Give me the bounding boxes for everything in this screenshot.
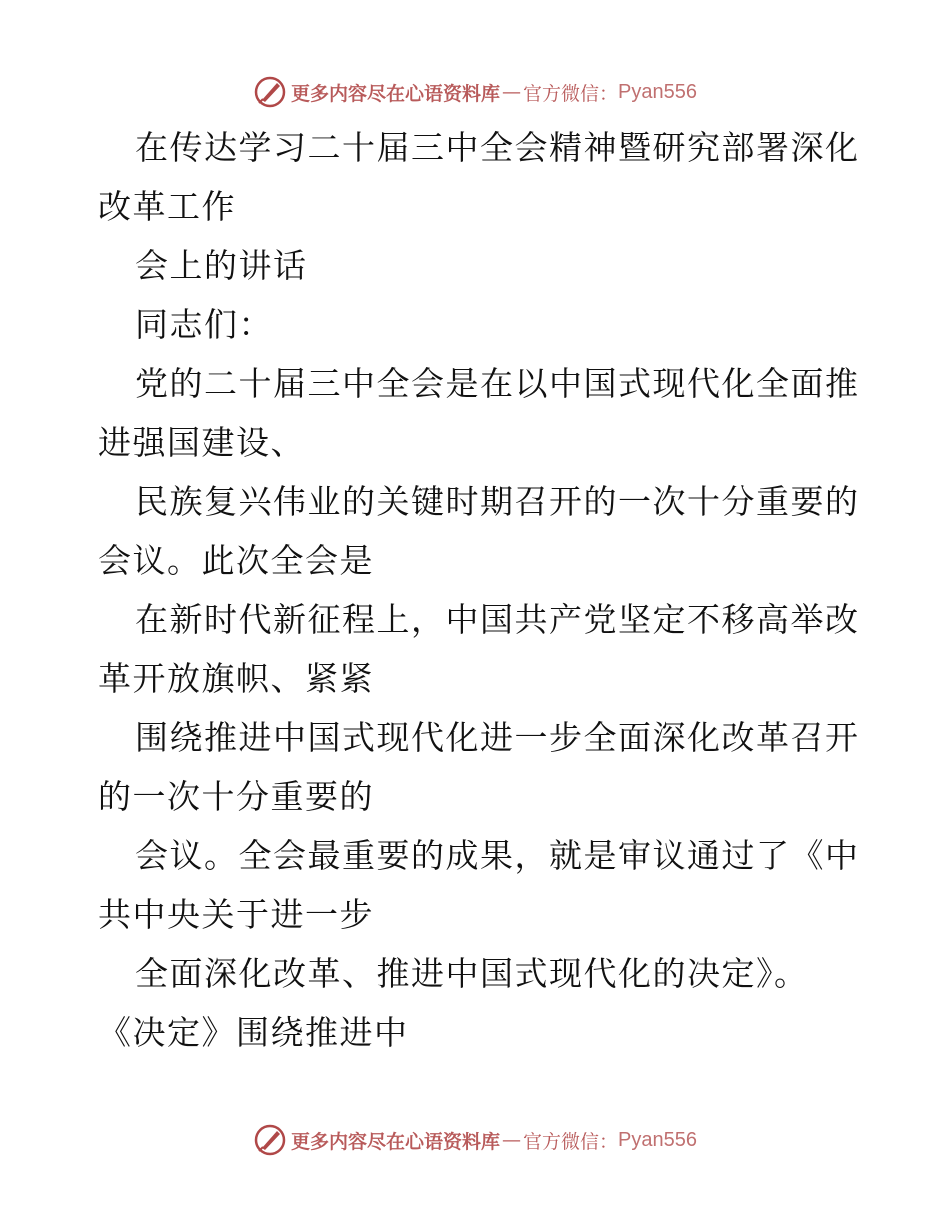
- text-line: 围绕推进中国式现代化进一步全面深化改革召开: [135, 718, 860, 757]
- banner-title: 更多内容尽在心语资料库: [291, 82, 501, 105]
- banner-dash: —: [502, 81, 522, 103]
- banner-dash: —: [502, 1129, 522, 1151]
- text-line: 改革工作: [98, 187, 236, 226]
- quill-logo-icon: [253, 75, 287, 109]
- text-line: 党的二十届三中全会是在以中国式现代化全面推: [135, 364, 860, 403]
- text-line: 全面深化改革、推进中国式现代化的决定》。: [135, 954, 809, 993]
- text-line: 进强国建设、: [98, 423, 305, 462]
- text-line: 在传达学习二十届三中全会精神暨研究部署深化: [135, 128, 860, 167]
- text-line: 共中央关于进一步: [98, 895, 374, 934]
- banner-title: 更多内容尽在心语资料库: [291, 1130, 501, 1153]
- text-line: 《决定》围绕推进中: [98, 1013, 409, 1052]
- quill-logo-icon: [253, 1123, 287, 1157]
- text-line: 会上的讲话: [135, 246, 308, 285]
- banner-label: 官方微信：: [523, 1130, 619, 1153]
- banner-wechat-id: Pyan556: [618, 80, 697, 103]
- text-line: 会议。此次全会是: [98, 541, 374, 580]
- text-line: 在新时代新征程上，中国共产党坚定不移高举改: [135, 600, 860, 639]
- text-line: 的一次十分重要的: [98, 777, 374, 816]
- banner-wechat-id: Pyan556: [618, 1128, 697, 1151]
- banner-label: 官方微信：: [523, 82, 619, 105]
- footer-banner: [0, 1120, 950, 1160]
- text-line: 革开放旗帜、紧紧: [98, 659, 374, 698]
- header-banner: [0, 72, 950, 112]
- document-body: [98, 118, 858, 1062]
- text-line: 民族复兴伟业的关键时期召开的一次十分重要的: [135, 482, 860, 521]
- text-line: 同志们：: [135, 305, 273, 344]
- text-line: 会议。全会最重要的成果，就是审议通过了《中: [135, 836, 860, 875]
